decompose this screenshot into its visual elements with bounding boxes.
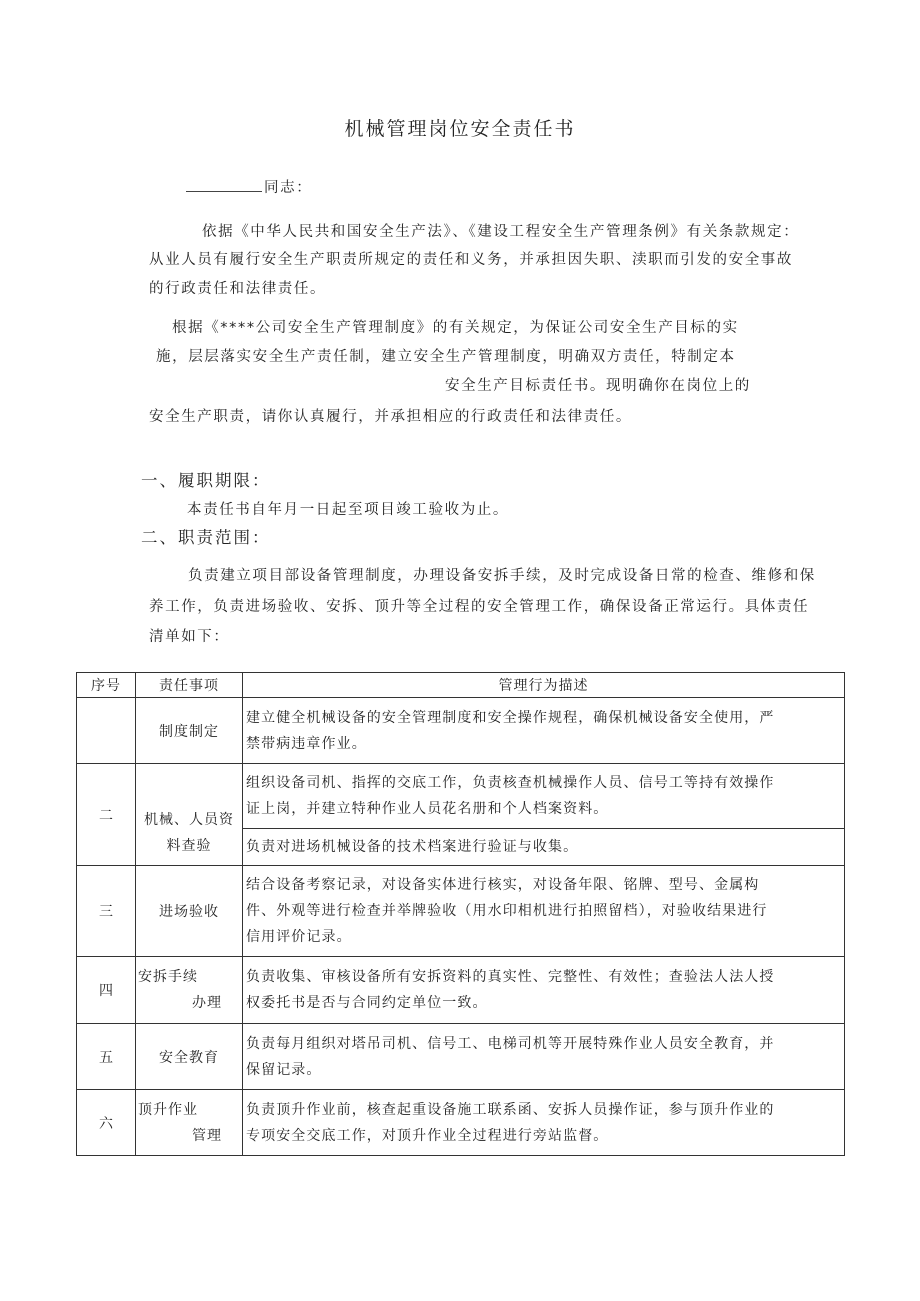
- row-item: 制度制定: [136, 698, 243, 764]
- name-blank: [186, 177, 262, 192]
- row-number: 六: [77, 1090, 136, 1156]
- row-description: [243, 698, 845, 764]
- description-line: 结合设备考察记录，对设备实体进行核实，对设备年限、铭牌、型号、金属构: [246, 877, 760, 893]
- description-line: 负责收集、审核设备所有安拆资料的真实性、完整性、有效性；查验法人法人授: [246, 969, 775, 985]
- header-cell: 责任事项: [136, 673, 243, 698]
- para2-line: 安全生产职责，请你认真履行，并承担相应的行政责任和法律责任。: [149, 409, 632, 425]
- row-number: 二: [77, 764, 136, 866]
- item-line: 机械、人员资: [144, 812, 234, 828]
- header-cell: 管理行为描述: [243, 673, 845, 698]
- description-line: 证上岗，并建立特种作业人员花名册和个人档案资料。: [246, 801, 609, 817]
- para1-line: 从业人员有履行安全生产职责所规定的责任和义务，并承担因失职、渎职而引发的安全事故: [149, 252, 793, 268]
- table-row: [77, 764, 845, 829]
- description-line: 保留记录。: [246, 1061, 322, 1078]
- item-line: 料查验: [166, 838, 212, 854]
- row-description: [243, 866, 845, 957]
- table-header-row: [77, 673, 845, 698]
- section2-heading: 二、职责范围：: [141, 528, 271, 547]
- table-row: [77, 866, 845, 957]
- description-line: 信用评价记录。: [246, 929, 352, 945]
- row-item: [136, 764, 243, 866]
- section2-text-line: 养工作，负责进场验收、安拆、顶升等全过程的安全管理工作，确保设备正常运行。具体责任: [149, 599, 810, 615]
- section1-heading: 一、履职期限：: [141, 471, 271, 490]
- row-number: 五: [77, 1024, 136, 1090]
- table-row: [77, 1024, 845, 1090]
- responsibility-table: [76, 672, 845, 1156]
- para2-line: 施，层层落实安全生产责任制，建立安全生产管理制度，明确双方责任，特制定本: [156, 349, 736, 365]
- table-row: [77, 1090, 845, 1156]
- salutation-text: 同志：: [264, 180, 313, 196]
- row-item: [136, 957, 243, 1024]
- row-number: [77, 698, 136, 764]
- description-line: 负责每月组织对塔吊司机、信号工、电梯司机等开展特殊作业人员安全教育，并: [246, 1035, 775, 1052]
- para1-line: 依据《中华人民共和国安全生产法》、《建设工程安全生产管理条例》有关条款规定：: [202, 224, 800, 240]
- section1-text: 本责任书自年月一日起至项目竣工验收为止。: [187, 502, 509, 518]
- para1-line: 的行政责任和法律责任。: [149, 281, 327, 297]
- table-row: [77, 698, 845, 764]
- row-item: 安全教育: [136, 1024, 243, 1090]
- item-line: 办理: [192, 995, 222, 1011]
- para2-line: 根据《****公司安全生产管理制度》的有关规定，为保证公司安全生产目标的实: [172, 320, 739, 336]
- description-line: 建立健全机械设备的安全管理制度和安全操作规程，确保机械设备安全使用，严: [246, 709, 775, 726]
- description-line: 负责顶升作业前，核查起重设备施工联系函、安拆人员操作证，参与顶升作业的: [246, 1101, 775, 1118]
- row-description: [243, 1090, 845, 1156]
- description-line: 禁带病违章作业。: [246, 735, 367, 752]
- row-description: [243, 1024, 845, 1090]
- row-description: [243, 957, 845, 1024]
- row-item: 进场验收: [136, 866, 243, 957]
- item-line: 管理: [192, 1127, 222, 1144]
- table-row: [77, 957, 845, 1024]
- row-number: 三: [77, 866, 136, 957]
- row-description: [243, 764, 845, 829]
- item-line: 安拆手续: [138, 969, 198, 985]
- salutation: [186, 176, 312, 197]
- description-line: 权委托书是否与合同约定单位一致。: [246, 995, 488, 1011]
- description-line: 件、外观等进行检查并举牌验收（用水印相机进行拍照留档），对验收结果进行: [246, 903, 768, 919]
- para2-line: 安全生产目标责任书。现明确你在岗位上的: [445, 378, 751, 394]
- row-item: [136, 1090, 243, 1156]
- row-description: [243, 829, 845, 866]
- section2-text-line: 清单如下：: [149, 629, 230, 645]
- section2-text-line: 负责建立项目部设备管理制度，办理设备安拆手续，及时完成设备日常的检查、维修和保: [188, 568, 816, 584]
- header-cell: 序号: [77, 673, 136, 698]
- description-line: 组织设备司机、指挥的交底工作，负责核查机械操作人员、信号工等持有效操作: [246, 775, 775, 791]
- description-line: 负责对进场机械设备的技术档案进行验证与收集。: [246, 839, 579, 855]
- description-line: 专项安全交底工作，对顶升作业全过程进行旁站监督。: [246, 1127, 609, 1144]
- row-number: 四: [77, 957, 136, 1024]
- item-line: 顶升作业: [138, 1101, 198, 1118]
- page-title: 机械管理岗位安全责任书: [344, 118, 576, 140]
